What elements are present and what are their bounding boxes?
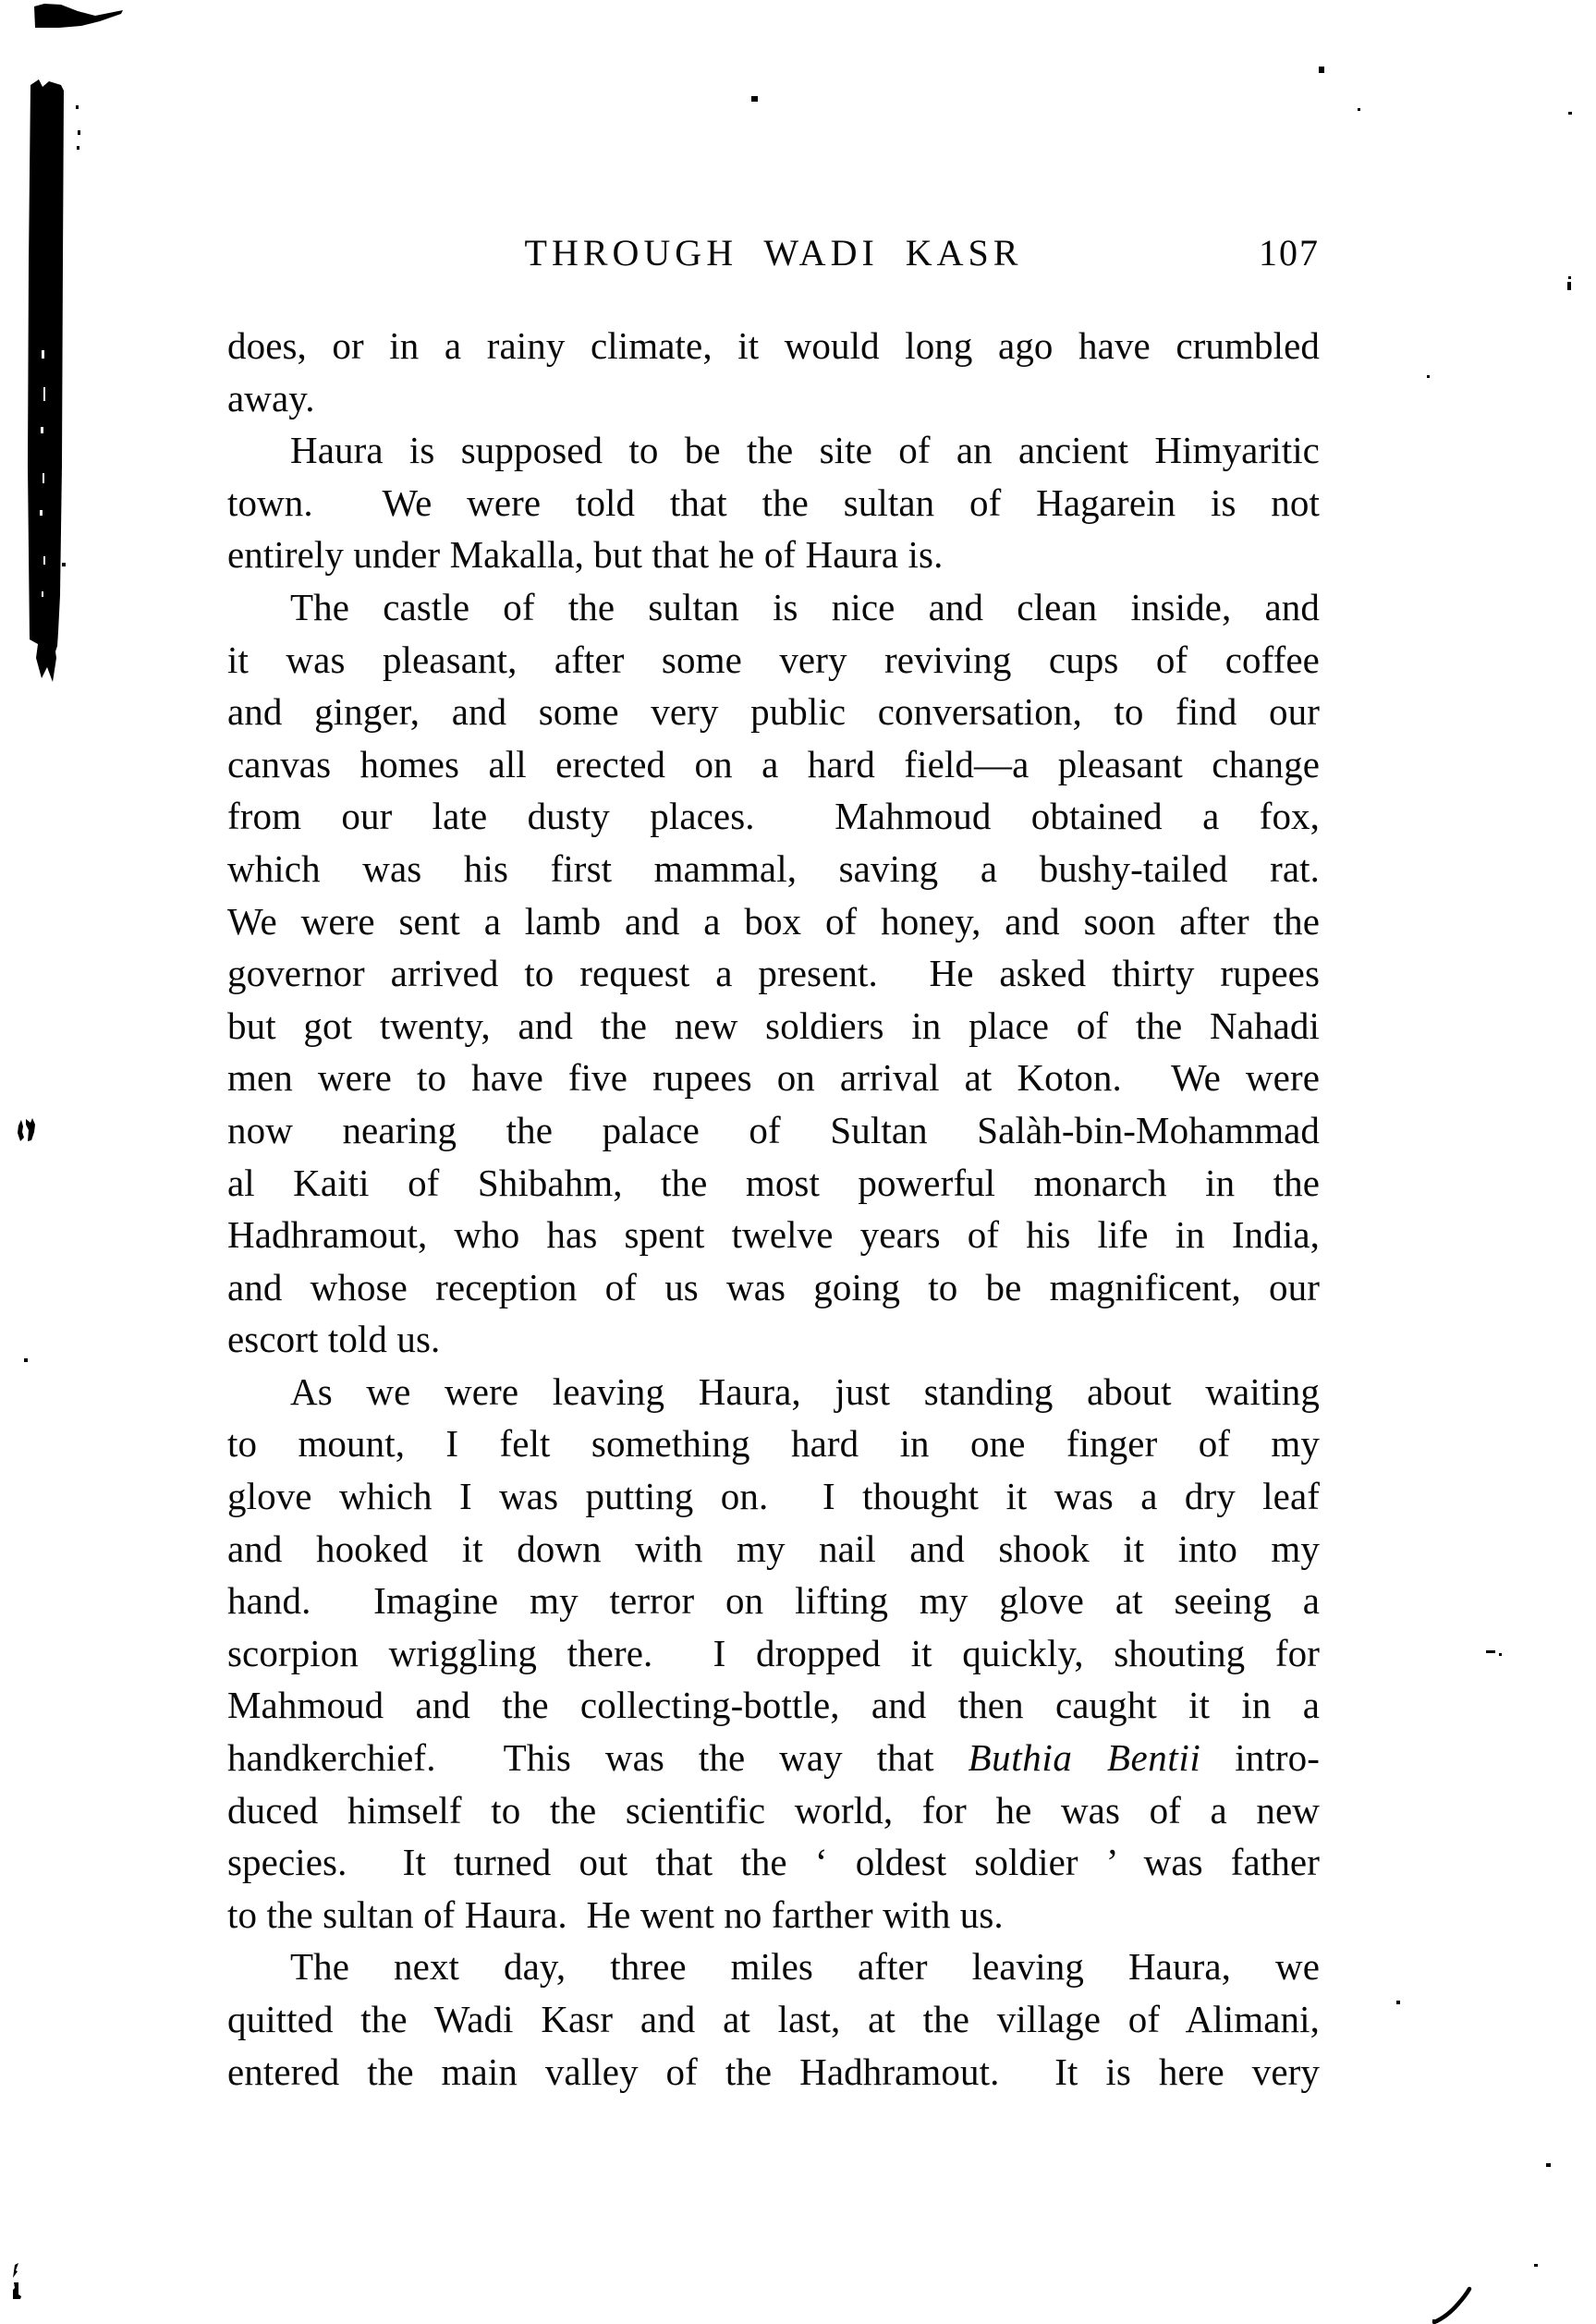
text-line: and ginger, and some very public conversation, to find our [227,690,1320,734]
text-line: As we were leaving Haura, just standing about waiting [290,1369,1320,1413]
ink-blot-left-margin [16,1117,38,1143]
running-head [227,233,1320,279]
ink-speck [1358,108,1360,111]
text-line: to the sultan of Haura. He went no farther with us. [227,1892,1004,1936]
ink-smudge-top-left [31,3,128,32]
text-line: to mount, I felt something hard in one finger of my [227,1422,1320,1466]
ink-speck [1546,2163,1551,2167]
text-line: governor arrived to request a present. He asked thirty rupees [227,952,1320,995]
page-number: 107 [1259,232,1320,274]
text-line: Haura is supposed to be the site of an ancient Himyaritic [290,429,1320,472]
ink-speck [751,96,758,102]
text-line: The castle of the sultan is nice and clean inside, and [290,585,1320,628]
text-line: Hadhramout, who has spent twelve years of his life in India, [227,1213,1320,1257]
letter-l-mark-bottom-left [12,2281,23,2300]
ink-speck [78,130,80,135]
text-line: and hooked it down with my nail and shook it into my [227,1527,1320,1570]
curved-slash-bottom-right [1431,2284,1475,2324]
text-line: town. We were told that the sultan of Hagarein is not [227,481,1320,524]
ink-speck [62,563,66,566]
text-line: it was pleasant, after some very reviving cups of coffee [227,638,1320,681]
text-line: scorpion wriggling there. I dropped it quickly, shouting for [227,1631,1320,1674]
body-text [227,320,1320,2098]
text-line: which was his first mammal, saving a bushy-tailed rat. [227,846,1320,890]
text-line: The next day, three miles after leaving Haura, we [290,1945,1320,1989]
ink-speck [1499,1653,1502,1656]
ink-speck [76,105,79,109]
text-line: Mahmoud and the collecting-bottle, and then caught it in a [227,1684,1320,1727]
text-line: duced himself to the scientific world, for he was of a new [227,1788,1320,1831]
text-segment: intro- [1200,1736,1320,1780]
ink-speck [24,1358,28,1362]
ink-speck [1486,1650,1495,1653]
text-line: away. [227,376,315,420]
text-line: men were to have five rupees on arrival at Koton. We were [227,1056,1320,1100]
ink-speck [1427,375,1430,378]
text-line: and whose reception of us was going to be magnificent, our [227,1265,1320,1308]
text-line: We were sent a lamb and a box of honey, and soon after the [227,899,1320,943]
text-line: canvas homes all erected on a hard field—a pleasant change [227,742,1320,785]
ink-speck [77,146,79,150]
ink-speck [1568,276,1571,279]
text-segment: handkerchief. This was the way that [227,1736,969,1780]
ink-speck [1567,282,1571,290]
text-line [227,1732,1320,1784]
text-line: al Kaiti of Shibahm, the most powerful monarch in the [227,1161,1320,1204]
text-line: glove which I was putting on. I thought it was a dry leaf [227,1475,1320,1518]
text-line: escort told us. [227,1318,441,1361]
species-name-italic: Buthia Bentii [968,1736,1201,1780]
running-header-title: THROUGH WADI KASR [524,232,1023,274]
ink-speck [1568,112,1572,115]
text-line: does, or in a rainy climate, it would long ago have crumbled [227,324,1320,367]
text-line: species. It turned out that the ‘ oldest soldier ’ was father [227,1841,1320,1884]
ink-speck [1534,2264,1538,2267]
text-line: entered the main valley of the Hadhramout. It is here very [227,2050,1320,2093]
text-line: from our late dusty places. Mahmoud obtained a fox, [227,795,1320,838]
text-line: but got twenty, and the new soldiers in place of the Nahadi [227,1004,1320,1047]
text-line: quitted the Wadi Kasr and at last, at the village of Alimani, [227,1998,1320,2040]
pen-tick-bottom-left [11,2262,22,2279]
ink-speck [1319,67,1324,73]
text-line: now nearing the palace of Sultan Salàh-bin-Mohammad [227,1108,1320,1151]
text-line: entirely under Makalla, but that he of Haura is. [227,533,944,577]
ink-speck [1396,2001,1400,2004]
text-line: hand. Imagine my terror on lifting my glove at seeing a [227,1579,1320,1623]
binding-shadow-bar-left [24,78,70,687]
